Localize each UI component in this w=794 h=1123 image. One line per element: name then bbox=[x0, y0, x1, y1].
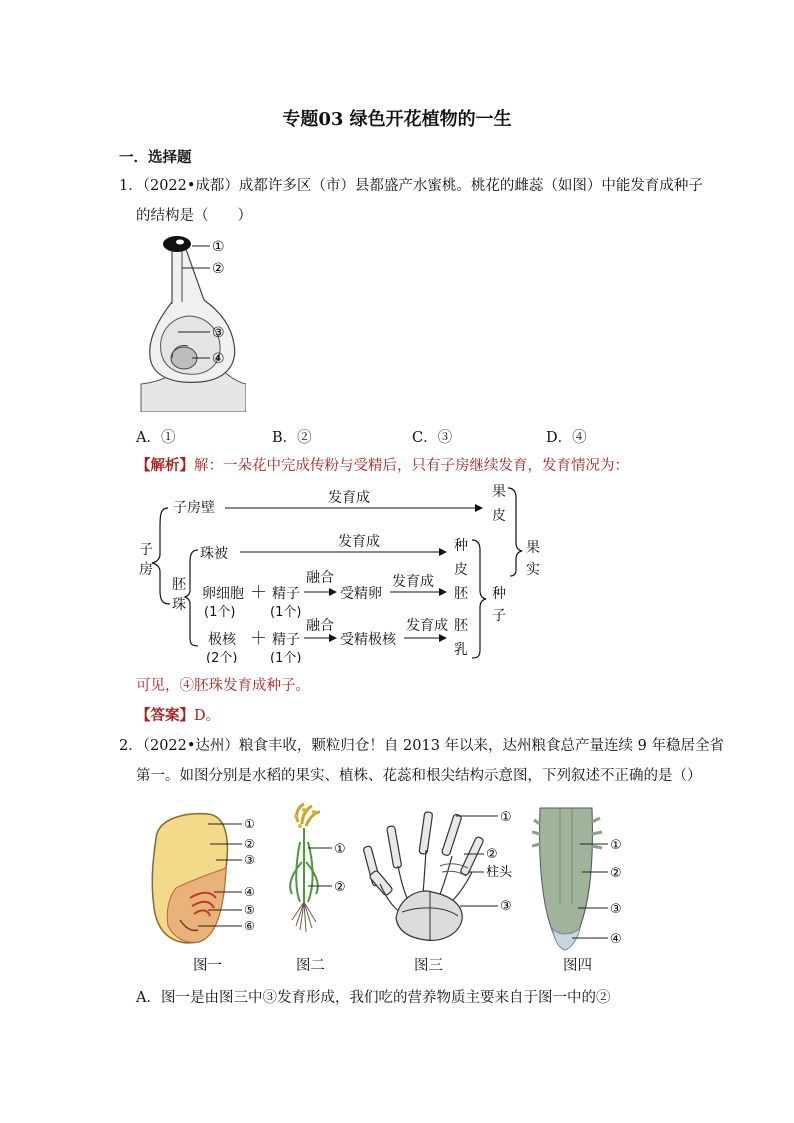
pistil-label-1: ① bbox=[212, 239, 225, 255]
fig3-label-3: ③ bbox=[500, 899, 512, 914]
fig1-label-5: ⑤ bbox=[244, 903, 255, 917]
fig2-label-1: ① bbox=[334, 842, 346, 857]
pistil-figure bbox=[136, 232, 246, 412]
answer-tag: 【答案】 bbox=[136, 707, 194, 724]
caption-fig3: 图三 bbox=[414, 958, 443, 974]
dg-peizhu-1: 胚 bbox=[172, 577, 186, 593]
q1-option-b[interactable]: B．② bbox=[272, 430, 312, 446]
dg-ronghe-1: 融合 bbox=[306, 570, 334, 586]
fig1-label-4: ④ bbox=[244, 885, 255, 899]
fig4-label-1: ① bbox=[610, 838, 622, 853]
figure1-rice-grain bbox=[146, 808, 266, 948]
dg-one-3: (1个) bbox=[270, 651, 302, 663]
q2-option-a[interactable]: A．图一是由图三中③发育形成，我们吃的营养物质主要来自于图一中的② bbox=[136, 990, 611, 1006]
dg-one-1: (1个) bbox=[204, 605, 236, 620]
section-heading: 一．选择题 bbox=[119, 149, 192, 166]
dg-zhubei: 珠被 bbox=[200, 546, 228, 562]
fig3-label-2: ② bbox=[486, 847, 498, 862]
fig4-label-2: ② bbox=[610, 866, 622, 881]
dg-one-2: (1个) bbox=[270, 605, 302, 620]
analysis-text: 解：一朵花中完成传粉与受精后，只有子房继续发育，发育情况为： bbox=[194, 458, 629, 474]
dg-zhong-1: 种 bbox=[454, 538, 468, 554]
dg-guo-1: 果 bbox=[492, 484, 506, 500]
dg-shoujingjihe: 受精极核 bbox=[340, 632, 396, 648]
dg-zifang-1: 子 bbox=[139, 542, 153, 558]
caption-fig2: 图二 bbox=[296, 958, 325, 974]
dg-guoshi-1: 果 bbox=[526, 540, 540, 556]
dg-luanxibao: 卵细胞 bbox=[202, 586, 244, 602]
dg-zhongzi-1: 种 bbox=[492, 586, 506, 602]
dg-jingzi-1: 精子 bbox=[272, 586, 300, 602]
dg-zifang-2: 房 bbox=[139, 562, 153, 578]
dg-two: (2个) bbox=[206, 651, 238, 663]
figure4-root-tip bbox=[532, 804, 632, 954]
q1-option-a[interactable]: A．① bbox=[136, 430, 176, 446]
dg-peizhu-2: 珠 bbox=[172, 597, 186, 613]
fig1-label-2: ② bbox=[244, 837, 255, 851]
analysis-tag: 【解析】 bbox=[136, 457, 194, 474]
dg-plus-2: ＋ bbox=[250, 629, 267, 649]
fig1-label-3: ③ bbox=[244, 853, 255, 867]
development-diagram bbox=[130, 478, 550, 663]
fig1-label-6: ⑥ bbox=[244, 919, 255, 933]
dg-zhongzi-2: 子 bbox=[492, 608, 506, 624]
stigma-shape bbox=[163, 236, 191, 252]
dg-fayucheng-1: 发育成 bbox=[328, 490, 370, 506]
dg-peiru-2: 乳 bbox=[454, 642, 468, 658]
caption-fig1: 图一 bbox=[193, 958, 222, 974]
pistil-label-3: ③ bbox=[212, 325, 225, 341]
dg-guoshi-2: 实 bbox=[526, 562, 540, 578]
fig2-label-2: ② bbox=[334, 880, 346, 895]
page-title: 专题03 绿色开花植物的一生 bbox=[282, 109, 512, 130]
dg-fayucheng-2: 发育成 bbox=[338, 534, 380, 550]
q1-option-d[interactable]: D．④ bbox=[546, 430, 587, 446]
dg-fayucheng-3: 发育成 bbox=[392, 574, 434, 590]
figure3-flower-stamens bbox=[360, 806, 530, 956]
dg-zifangbi: 子房壁 bbox=[173, 500, 215, 516]
fig3-label-1: ① bbox=[500, 810, 512, 825]
fig4-label-4: ④ bbox=[610, 932, 622, 947]
dg-guo-2: 皮 bbox=[492, 508, 506, 524]
answer-text: D。 bbox=[194, 708, 221, 724]
dg-jihe: 极核 bbox=[208, 632, 236, 648]
dg-zhong-2: 皮 bbox=[454, 562, 468, 578]
figure2-rice-plant bbox=[282, 802, 354, 942]
q1-conclusion: 可见，④胚珠发育成种子。 bbox=[136, 678, 310, 694]
q1-option-c[interactable]: C．③ bbox=[412, 430, 453, 446]
dg-shoujingluan: 受精卵 bbox=[340, 586, 382, 602]
fig1-label-1: ① bbox=[244, 817, 255, 831]
q2-stem-line1: 2．（2022•达州）粮食丰收，颗粒归仓！自 2013 年以来，达州粮食总产量连续 9 年稳居全省 bbox=[119, 738, 724, 754]
q1-stem-line2: 的结构是（ ） bbox=[136, 208, 252, 224]
dg-pei: 胚 bbox=[454, 586, 468, 602]
q1-stem-line1: 1．（2022•成都）成都许多区（市）县都盛产水蜜桃。桃花的雌蕊（如图）中能发育成种子 bbox=[119, 178, 703, 194]
caption-fig4: 图四 bbox=[563, 958, 592, 974]
fig4-label-3: ③ bbox=[610, 902, 622, 917]
dg-peiru-1: 胚 bbox=[454, 618, 468, 634]
dg-plus-1: ＋ bbox=[250, 583, 267, 603]
pistil-label-2: ② bbox=[212, 261, 225, 277]
dg-ronghe-2: 融合 bbox=[306, 618, 334, 634]
dg-jingzi-2: 精子 bbox=[272, 632, 300, 648]
q2-stem-line2: 第一。如图分别是水稻的果实、植株、花蕊和根尖结构示意图，下列叙述不正确的是（） bbox=[136, 768, 702, 784]
q1-analysis bbox=[136, 456, 629, 476]
q1-answer bbox=[136, 706, 220, 726]
fig3-label-stigma: 柱头 bbox=[486, 865, 513, 880]
pistil-label-4: ④ bbox=[212, 351, 225, 367]
dg-fayucheng-4: 发育成 bbox=[406, 618, 448, 634]
